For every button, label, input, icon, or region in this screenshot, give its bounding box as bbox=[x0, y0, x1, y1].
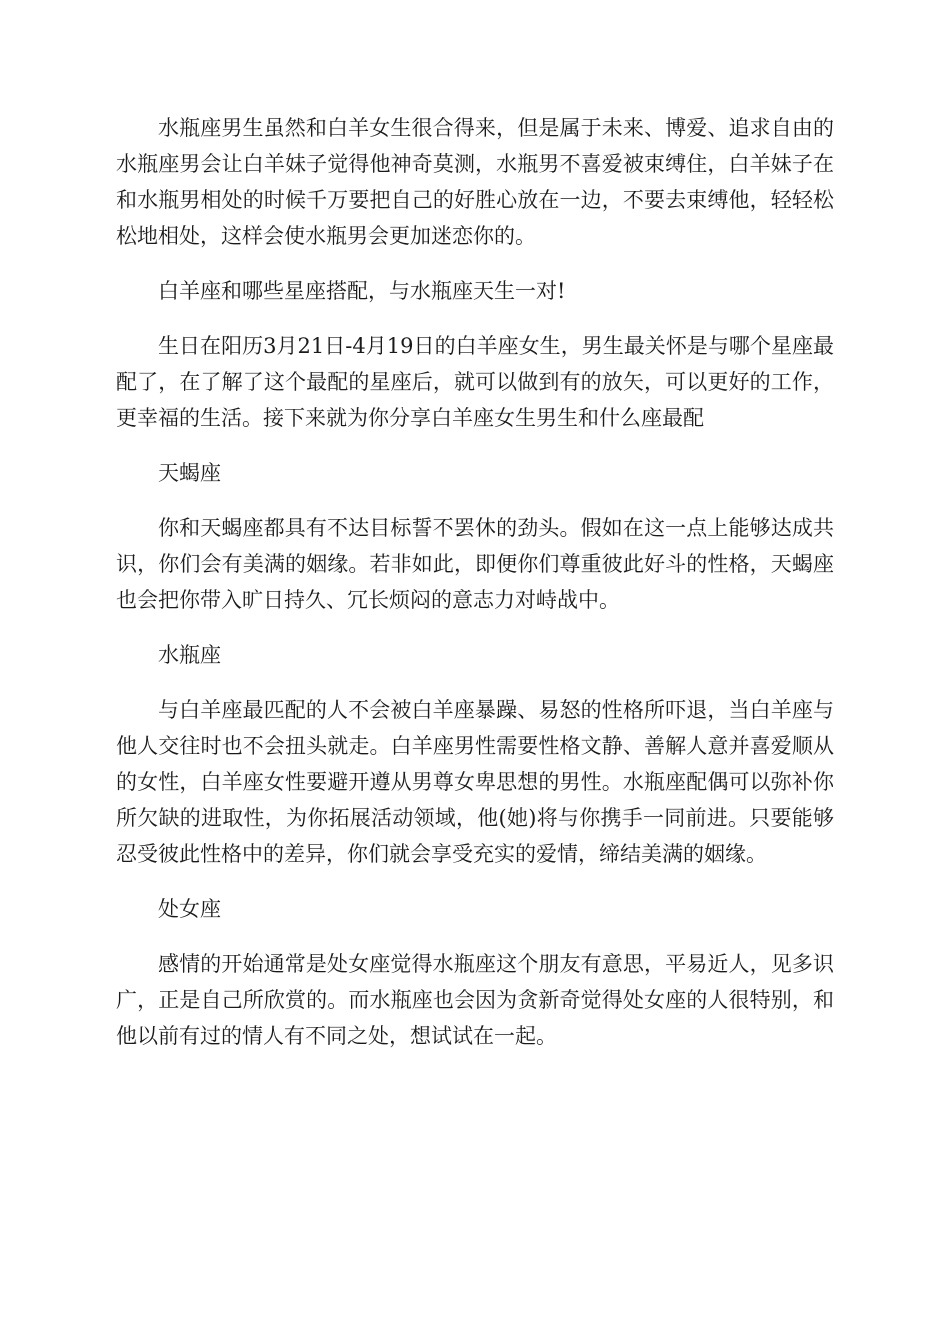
paragraph-aquarius-male: 水瓶座男生虽然和白羊女生很合得来，但是属于未来、博爱、追求自由的水瓶座男会让白羊妹子觉得他神奇莫测，水瓶男不喜爱被束缚住，白羊妹子在和水瓶男相处的时候千万要把自己的好胜心放在一边，不要去束缚他，轻轻松松地相处，这样会使水瓶男会更加迷恋你的。 bbox=[116, 116, 834, 248]
section-title: 白羊座和哪些星座搭配，与水瓶座天生一对! bbox=[158, 279, 566, 303]
paragraph-aquarius: 与白羊座最匹配的人不会被白羊座暴躁、易怒的性格所吓退，当白羊座与他人交往时也不会扭头就走。白羊座男性需要性格文静、善解人意并喜爱顺从的女性，白羊座女性要避开遵从男尊女卑思想的男性。水瓶座配偶可以弥补你所欠缺的进取性，为你拓展活动领域，他(她)将与你携手一同前进。只要能够忍受彼此性格中的差异，你们就会享受充实的爱情，缔结美满的姻缘。 bbox=[116, 698, 834, 866]
paragraph-gap bbox=[116, 927, 834, 946]
paragraph-gap bbox=[116, 436, 834, 455]
heading-aquarius: 水瓶座 bbox=[158, 643, 221, 667]
paragraph-gap bbox=[116, 254, 834, 273]
heading-scorpio: 天蝎座 bbox=[158, 461, 221, 485]
paragraph-virgo: 感情的开始通常是处女座觉得水瓶座这个朋友有意思，平易近人，见多识广，正是自己所欣赏的。而水瓶座也会因为贪新奇觉得处女座的人很特别，和他以前有过的情人有不同之处，想试试在一起。 bbox=[116, 952, 834, 1048]
paragraph-gap bbox=[116, 491, 834, 510]
paragraph-scorpio: 你和天蝎座都具有不达目标誓不罢休的劲头。假如在这一点上能够达成共识，你们会有美满的姻缘。若非如此，即便你们尊重彼此好斗的性格，天蝎座也会把你带入旷日持久、冗长烦闷的意志力对峙战中。 bbox=[116, 516, 834, 612]
paragraph-gap bbox=[116, 618, 834, 637]
paragraph-gap bbox=[116, 673, 834, 692]
paragraph-gap bbox=[116, 309, 834, 328]
paragraph-gap bbox=[116, 872, 834, 891]
heading-virgo: 处女座 bbox=[158, 897, 221, 921]
paragraph-intro: 生日在阳历3月21日-4月19日的白羊座女生，男生最关怀是与哪个星座最配了，在了解了这个最配的星座后，就可以做到有的放矢，可以更好的工作，更幸福的生活。接下来就为你分享白羊座女生男生和什么座最配 bbox=[116, 334, 834, 430]
document-page bbox=[116, 110, 834, 1054]
